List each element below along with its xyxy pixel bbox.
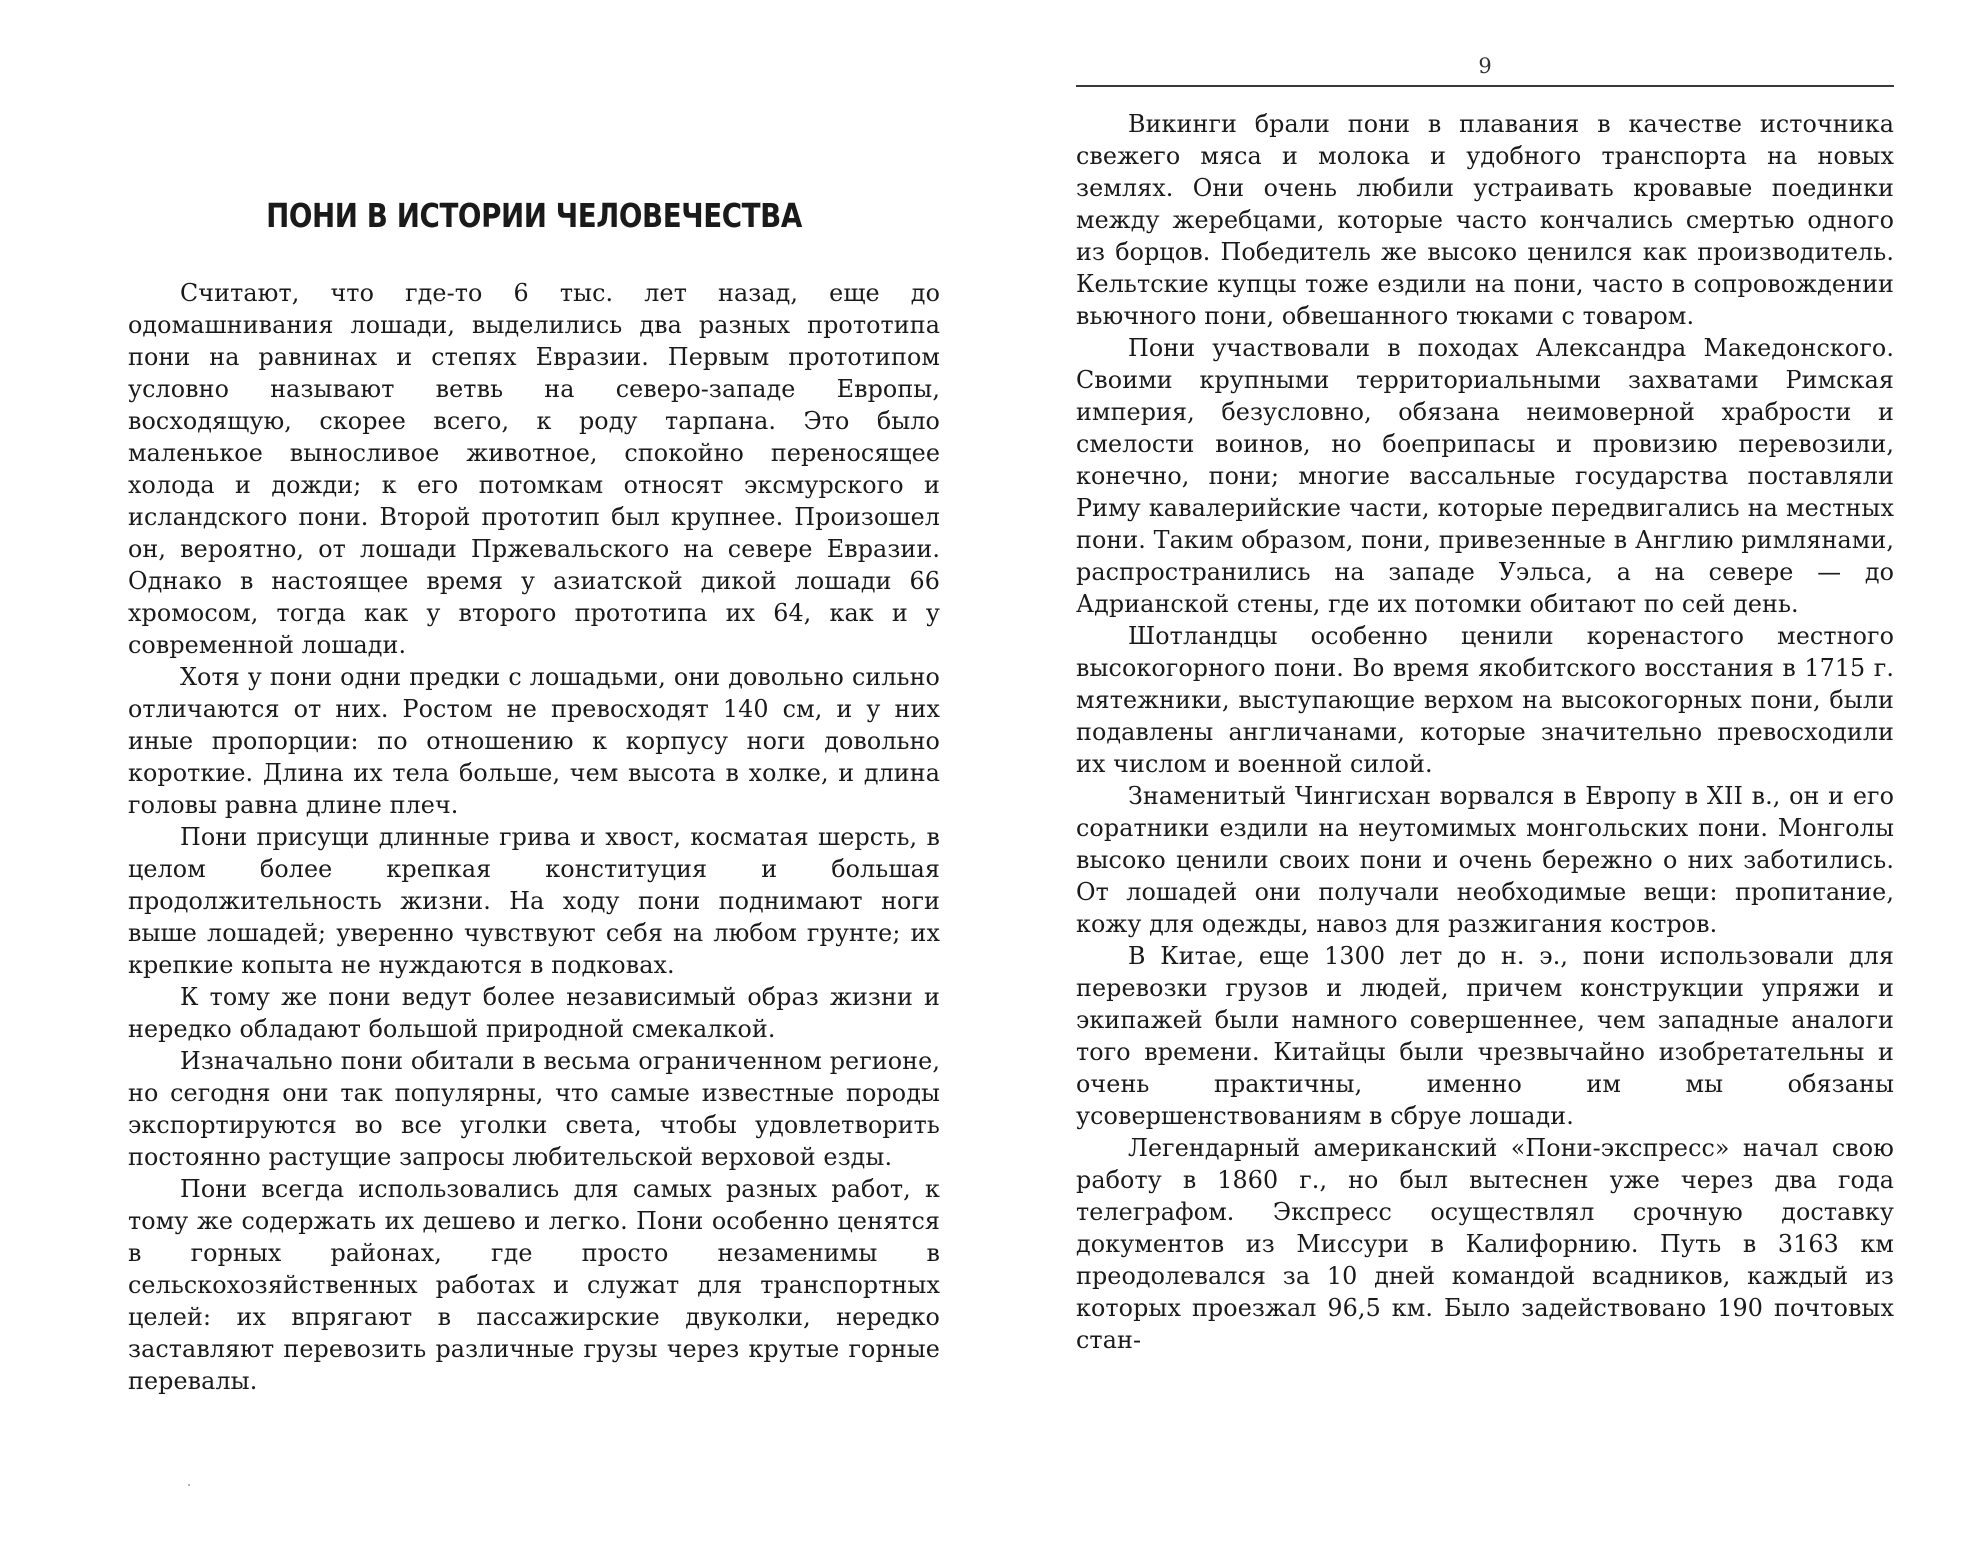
chapter-title: ПОНИ В ИСТОРИИ ЧЕЛОВЕЧЕСТВА	[266, 196, 802, 235]
paragraph: Шотландцы особенно ценили коренастого местного высокогорного пони. Во время якобитского восстания в 1715 г. мятежники, выступающие верхом на высокогорных пони, были подавлены англичанами, которые значительно превосходили их числом и военной силой.	[1076, 622, 1894, 778]
paragraph: В Китае, еще 1300 лет до н. э., пони использовали для перевозки грузов и людей, причем конструкции упряжи и экипажей были намного совершеннее, чем западные аналоги того времени. Китайцы были чрезвычайно изобретательны и очень практичны, именно им мы обязаны усовершенствованиям в сбруе лошади.	[1076, 942, 1894, 1130]
paragraph: Легендарный американский «Пони-экспресс» начал свою работу в 1860 г., но был вытеснен уже через два года телеграфом. Экспресс осуществлял срочную доставку документов из Миссури в Калифорнию. Путь в 3163 км преодолевался за 10 дней командой всадников, каждый из которых проезжал 96,5 км. Было задействовано 190 почтовых стан-	[1076, 1134, 1894, 1354]
paragraph: Изначально пони обитали в весьма ограниченном регионе, но сегодня они так популярны, что самые известные породы экспортируются во все уголки света, чтобы удовлетворить постоянно растущие запросы любительской верховой езды.	[128, 1047, 940, 1171]
scan-speck	[188, 1484, 190, 1486]
paragraph: Хотя у пони одни предки с лошадьми, они довольно сильно отличаются от них. Ростом не превосходят 140 см, и у них иные пропорции: по отношению к корпусу ноги довольно короткие. Длина их тела больше, чем высота в холке, и длина головы равна длине плеч.	[128, 663, 940, 819]
page-number: 9	[1478, 54, 1492, 78]
header-rule	[1076, 85, 1894, 87]
paragraph: Считают, что где-то 6 тыс. лет назад, еще до одомашнивания лошади, выделились два разных прототипа пони на равнинах и степях Евразии. Первым прототипом условно называют ветвь на северо-западе Европы, восходящую, скорее всего, к роду тарпана. Это было маленькое выносливое животное, спокойно переносящее холода и дожди; к его потомкам относят эксмурского и исландского пони. Второй прототип был крупнее. Произошел он, вероятно, от лошади Пржевальского на севере Евразии. Однако в настоящее время у азиатской дикой лошади 66 хромосом, тогда как у второго прототипа их 64, как и у современной лошади.	[128, 279, 940, 659]
paragraph: Викинги брали пони в плавания в качестве источника свежего мяса и молока и удобного транспорта на новых землях. Они очень любили устраивать кровавые поединки между жеребцами, которые часто кончались смертью одного из борцов. Победитель же высоко ценился как производитель. Кельтские купцы тоже ездили на пони, часто в сопровождении вьючного пони, обвешанного тюками с товаром.	[1076, 110, 1894, 330]
running-head	[1076, 50, 1894, 96]
paragraph: К тому же пони ведут более независимый образ жизни и нередко обладают большой природной смекалкой.	[128, 983, 940, 1043]
right-page-body	[1076, 108, 1894, 1356]
left-page	[128, 180, 940, 1397]
paragraph: Пони участвовали в походах Александра Македонского. Своими крупными территориальными захватами Римская империя, безусловно, обязана неимоверной храбрости и смелости воинов, но боеприпасы и провизию перевозили, конечно, пони; многие вассальные государства поставляли Риму кавалерийские части, которые передвигались на местных пони. Таким образом, пони, привезенные в Англию римлянами, распространились на западе Уэльса, а на севере — до Адрианской стены, где их потомки обитают по сей день.	[1076, 334, 1894, 618]
paragraph: Пони присущи длинные грива и хвост, косматая шерсть, в целом более крепкая конституция и большая продолжительность жизни. На ходу пони поднимают ноги выше лошадей; уверенно чувствуют себя на любом грунте; их крепкие копыта не нуждаются в подковах.	[128, 823, 940, 979]
paragraph: Пони всегда использовались для самых разных работ, к тому же содержать их дешево и легко. Пони особенно ценятся в горных районах, где просто незаменимы в сельскохозяйственных работах и служат для транспортных целей: их впрягают в пассажирские двуколки, нередко заставляют перевозить различные грузы через крутые горные перевалы.	[128, 1175, 940, 1395]
right-page	[1076, 50, 1894, 1356]
paragraph: Знаменитый Чингисхан ворвался в Европу в XII в., он и его соратники ездили на неутомимых монгольских пони. Монголы высоко ценили своих пони и очень бережно о них заботились. От лошадей они получали необходимые вещи: пропитание, кожу для одежды, навоз для разжигания костров.	[1076, 782, 1894, 938]
